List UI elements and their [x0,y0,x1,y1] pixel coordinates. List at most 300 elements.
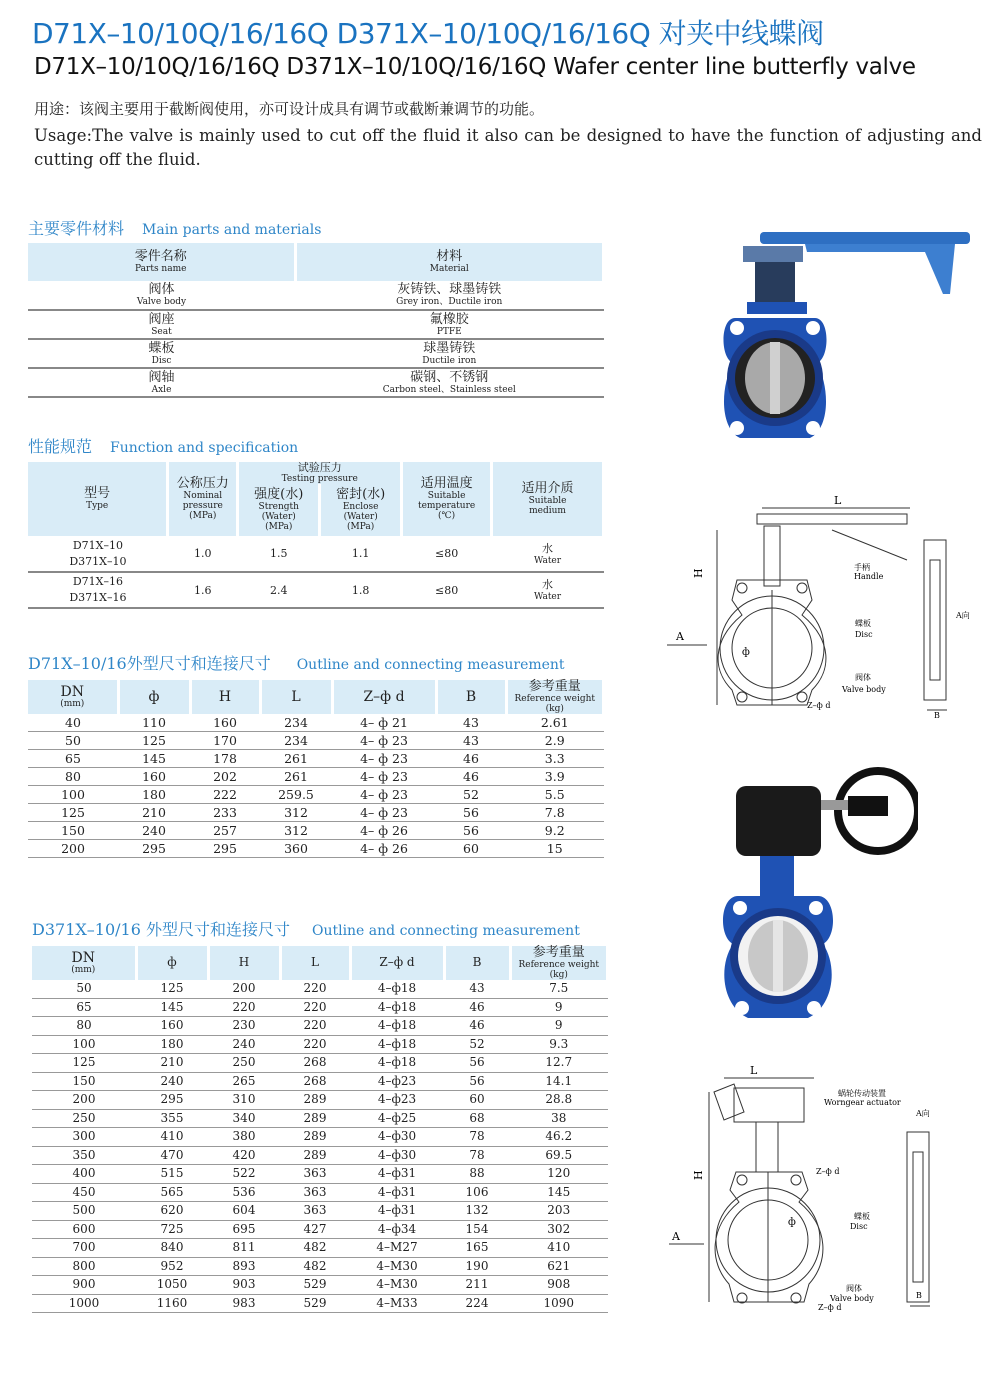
dim-b-cell: 88 [444,1165,510,1184]
dim-l-cell: 360 [260,840,332,858]
dim-b-cell: 56 [436,822,506,840]
dim-row [28,732,604,750]
dim-row [32,1183,608,1202]
dim-l-cell: 482 [280,1257,350,1276]
dim-weight-cell: 410 [510,1239,608,1258]
dim-dn-cell: 80 [32,1017,136,1036]
dim-l-cell: 289 [280,1146,350,1165]
spec-testing-header: 试验压力 Testing pressure [238,462,402,484]
dim-weight-cell: 621 [510,1257,608,1276]
dim-weight-cell: 9.3 [510,1035,608,1054]
drawing1-handle-cn: 手柄 [854,563,870,572]
dim-weight-cell: 2.9 [506,732,604,750]
dim-row [32,1128,608,1147]
dim-b-cell: 43 [444,980,510,998]
parts-row [28,368,604,397]
dim-b-cell: 106 [444,1183,510,1202]
dim-phi-cell: 160 [136,1017,208,1036]
dim-row [32,1109,608,1128]
dim-dn-cell: 1000 [32,1294,136,1313]
dim-row [32,1257,608,1276]
dim-l-cell: 427 [280,1220,350,1239]
spec-temp-cell: ≤80 [402,572,492,608]
spec-strength-header: 强度(水) Strength (Water) (MPa) [238,484,320,536]
dim-h-cell: 240 [208,1035,280,1054]
dim-h-cell: 310 [208,1091,280,1110]
dim-row [32,1035,608,1054]
dim-h-cell: 250 [208,1054,280,1073]
dim-phi-cell: 125 [118,732,190,750]
dim2-weight-header: 参考重量 Reference weight (kg) [510,946,608,980]
usage-en: Usage:The valve is mainly used to cut off the fluid it also can be designed to have the function of adjusting and cutting off the fluid. [34,126,982,169]
dim-h-cell: 536 [208,1183,280,1202]
dim-b-cell: 68 [444,1109,510,1128]
drawing2-disc-cn: 蝶板 [854,1212,870,1221]
parts-material-header: 材料 Material [295,243,604,281]
usage-cn: 用途：该阀主要用于截断阀使用，亦可设计成具有调节或截断兼调节的功能。 [34,100,545,118]
parts-table [28,243,605,398]
dim-dn-cell: 50 [28,732,118,750]
dim-row [32,1017,608,1036]
dim-phi-cell: 565 [136,1183,208,1202]
dim-l-cell: 289 [280,1091,350,1110]
dim-h-cell: 695 [208,1220,280,1239]
section-dim1 [28,651,565,674]
drawing2-zd-lower: Z–ф d [818,1303,842,1312]
dim-h-cell: 200 [208,980,280,998]
dim-l-cell: 529 [280,1294,350,1313]
lever-valve-photo [715,228,977,456]
dim-h-cell: 222 [190,786,260,804]
dim-h-cell: 903 [208,1276,280,1295]
dim1-table [28,680,605,858]
dim-l-cell: 529 [280,1276,350,1295]
dim-dn-cell: 40 [28,714,118,732]
dim-l-cell: 220 [280,980,350,998]
spec-enc-cell: 1.1 [320,536,402,572]
dim-b-cell: 46 [444,998,510,1017]
dim-phi-cell: 470 [136,1146,208,1165]
dim-zd-cell: 4–ф25 [350,1109,444,1128]
dim-l-cell: 289 [280,1109,350,1128]
section-parts-cn: 主要零件材料 [28,219,125,238]
dim-dn-cell: 200 [32,1091,136,1110]
dim-row [28,750,604,768]
dim-weight-cell: 9 [510,998,608,1017]
dim-h-cell: 522 [208,1165,280,1184]
dim-l-cell: 363 [280,1165,350,1184]
dim-b-cell: 224 [444,1294,510,1313]
dim-weight-cell: 28.8 [510,1091,608,1110]
lever-valve-drawing [662,490,980,720]
dim-l-cell: 482 [280,1239,350,1258]
dim-h-cell: 893 [208,1257,280,1276]
dim-l-cell: 261 [260,768,332,786]
drawing1-handle-en: Handle [854,572,884,581]
dim-zd-cell: 4– ф 21 [332,714,436,732]
spec-nominal-header: 公称压力 Nominal pressure (MPa) [168,462,238,536]
spec-table [28,462,605,609]
drawing2-body-cn: 阀体 [846,1284,862,1293]
dim-weight-cell: 3.3 [506,750,604,768]
drawing2-b-label: B [916,1291,922,1300]
dim-h-cell: 230 [208,1017,280,1036]
dim-b-cell: 52 [436,786,506,804]
gear-valve-photo [718,756,918,1031]
dim-row [32,980,608,998]
dim-phi-cell: 110 [118,714,190,732]
dim-zd-cell: 4–ф23 [350,1072,444,1091]
dim-phi-cell: 160 [118,768,190,786]
dim-h-cell: 340 [208,1109,280,1128]
dim-h-cell: 160 [190,714,260,732]
dim-h-cell: 380 [208,1128,280,1147]
dim-h-cell: 170 [190,732,260,750]
dim-zd-cell: 4–ф31 [350,1165,444,1184]
dim-dn-cell: 150 [32,1072,136,1091]
dim-phi-cell: 180 [136,1035,208,1054]
section-spec-en: Function and specification [110,440,299,456]
dim-l-cell: 312 [260,804,332,822]
dim-weight-cell: 1090 [510,1294,608,1313]
dim-phi-cell: 620 [136,1202,208,1221]
spec-temp-cell: ≤80 [402,536,492,572]
dim-l-cell: 259.5 [260,786,332,804]
dim-b-cell: 46 [436,750,506,768]
drawing2-body-en: Valve body [830,1294,874,1303]
dim-row [28,786,604,804]
dim-b-cell: 46 [436,768,506,786]
dim-phi-cell: 295 [118,840,190,858]
dim-row [32,1054,608,1073]
dim2-dn-header: DN (mm) [32,946,136,980]
spec-type-cell: D71X–10 D371X–10 [28,536,168,572]
drawing1-a-label: A [676,630,684,643]
dim-row [32,998,608,1017]
dim-dn-cell: 350 [32,1146,136,1165]
dim2-phi-header: ф [136,946,208,980]
dim-phi-cell: 1160 [136,1294,208,1313]
dim-h-cell: 178 [190,750,260,768]
parts-material-cell: 氟橡胶 PTFE [295,310,604,339]
dim-zd-cell: 4–ф30 [350,1146,444,1165]
dim-row [32,1276,608,1295]
dim-phi-cell: 840 [136,1239,208,1258]
dim-weight-cell: 69.5 [510,1146,608,1165]
dim-zd-cell: 4–ф18 [350,1035,444,1054]
drawing1-body-en: Valve body [842,685,886,694]
dim-zd-header: Z–ф d [332,680,436,714]
dim-b-cell: 211 [444,1276,510,1295]
spec-enclose-header: 密封(水) Enclose (Water) (MPa) [320,484,402,536]
dim-row [28,714,604,732]
dim-weight-cell: 908 [510,1276,608,1295]
dim-h-cell: 202 [190,768,260,786]
dim-dn-cell: 400 [32,1165,136,1184]
dim-h-cell: 811 [208,1239,280,1258]
dim2-h-header: H [208,946,280,980]
drawing1-h-label: H [692,568,705,578]
dim-b-cell: 190 [444,1257,510,1276]
dim-dn-cell: 700 [32,1239,136,1258]
dim-phi-cell: 725 [136,1220,208,1239]
dim-b-cell: 43 [436,732,506,750]
dim-zd-cell: 4– ф 23 [332,786,436,804]
drawing2-worm-en: Worngear actuator [824,1098,901,1107]
section-dim1-en: Outline and connecting measurement [296,657,565,673]
section-spec [28,434,298,457]
dim-h-cell: 295 [190,840,260,858]
dim-b-cell: 154 [444,1220,510,1239]
spec-medium-header: 适用介质 Suitable medium [492,462,604,536]
dim-dn-cell: 900 [32,1276,136,1295]
dim-zd-cell: 4–ф31 [350,1202,444,1221]
drawing2-disc-en: Disc [850,1222,868,1231]
dim-dn-cell: 600 [32,1220,136,1239]
drawing1-body-cn: 阀体 [855,673,871,682]
dim-h-cell: 983 [208,1294,280,1313]
dim-phi-cell: 1050 [136,1276,208,1295]
dim-zd-cell: 4–ф30 [350,1128,444,1147]
spec-row [28,536,604,572]
section-dim1-cn: D71X–10/16外型尺寸和连接尺寸 [28,654,271,673]
dim-h-cell: 233 [190,804,260,822]
dim-dn-cell: 800 [32,1257,136,1276]
dim-weight-cell: 7.8 [506,804,604,822]
parts-row [28,281,604,310]
dim-weight-cell: 14.1 [510,1072,608,1091]
dim-h-cell: 604 [208,1202,280,1221]
dim-row [32,1239,608,1258]
dim-weight-cell: 203 [510,1202,608,1221]
dim-dn-cell: 65 [32,998,136,1017]
dim-zd-cell: 4– ф 26 [332,822,436,840]
dim-b-cell: 132 [444,1202,510,1221]
dim-l-cell: 220 [280,1035,350,1054]
dim-h-cell: 257 [190,822,260,840]
dim-weight-cell: 5.5 [506,786,604,804]
spec-temp-header: 适用温度 Suitable temperature (℃) [402,462,492,536]
dim-phi-cell: 125 [136,980,208,998]
drawing2-worm-cn: 蜗轮传动装置 [838,1089,886,1098]
section-spec-cn: 性能规范 [28,437,93,456]
dim-phi-cell: 210 [136,1054,208,1073]
dim-zd-cell: 4–M30 [350,1257,444,1276]
drawing1-l-label: L [834,494,842,507]
dim-weight-cell: 46.2 [510,1128,608,1147]
dim-b-cell: 78 [444,1128,510,1147]
drawing2-h-label: H [692,1170,705,1180]
dim-dn-cell: 450 [32,1183,136,1202]
drawing1-adir-label: A向 [956,611,970,620]
dim-row [32,1202,608,1221]
parts-material-cell: 灰铸铁、球墨铸铁 Grey iron、Ductile iron [295,281,604,310]
parts-header-row [28,243,604,281]
dim-dn-cell: 125 [32,1054,136,1073]
dim-phi-cell: 180 [118,786,190,804]
dim-h-cell: 220 [208,998,280,1017]
dim-row [28,804,604,822]
parts-material-cell: 球墨铸铁 Ductile iron [295,339,604,368]
section-dim2-en: Outline and connecting measurement [311,923,580,939]
parts-name-cell: 阀轴 Axle [28,368,295,397]
spec-np-cell: 1.0 [168,536,238,572]
dim-zd-cell: 4– ф 23 [332,732,436,750]
spec-medium-cell: 水 Water [492,572,604,608]
parts-name-header: 零件名称 Parts name [28,243,295,281]
drawing2-zd-upper: Z–ф d [816,1167,840,1176]
spec-np-cell: 1.6 [168,572,238,608]
dim-zd-cell: 4–M30 [350,1276,444,1295]
dim-zd-cell: 4– ф 26 [332,840,436,858]
spec-str-cell: 2.4 [238,572,320,608]
dim-dn-cell: 65 [28,750,118,768]
dim-weight-header: 参考重量 Reference weight (kg) [506,680,604,714]
dim-dn-cell: 100 [32,1035,136,1054]
section-dim2-cn: D371X–10/16 外型尺寸和连接尺寸 [32,920,290,939]
parts-row [28,339,604,368]
dim-b-cell: 46 [444,1017,510,1036]
dim-row [32,1294,608,1313]
drawing1-disc-en: Disc [855,630,873,639]
dim-weight-cell: 2.61 [506,714,604,732]
dim-phi-cell: 295 [136,1091,208,1110]
dim2-header-row [32,946,608,980]
dim-zd-cell: 4–M27 [350,1239,444,1258]
dim-b-cell: 60 [444,1091,510,1110]
spec-header-row-1 [28,462,604,484]
dim-weight-cell: 7.5 [510,980,608,998]
spec-row [28,572,604,608]
dim-dn-cell: 50 [32,980,136,998]
spec-type-header: 型号 Type [28,462,168,536]
dim-b-cell: 56 [444,1072,510,1091]
dim-b-cell: 52 [444,1035,510,1054]
dim-dn-cell: 150 [28,822,118,840]
dim-phi-cell: 355 [136,1109,208,1128]
dim-row [32,1072,608,1091]
dim-phi-cell: 145 [118,750,190,768]
section-parts [28,216,321,239]
dim-b-cell: 56 [436,804,506,822]
dim-zd-cell: 4– ф 23 [332,750,436,768]
section-dim2 [32,917,580,940]
parts-material-cell: 碳钢、不锈钢 Carbon steel、Stainless steel [295,368,604,397]
spec-str-cell: 1.5 [238,536,320,572]
dim-b-cell: 56 [444,1054,510,1073]
dim-dn-header: DN (mm) [28,680,118,714]
parts-row [28,310,604,339]
dim-l-cell: 220 [280,1017,350,1036]
dim-l-cell: 220 [280,998,350,1017]
drawing1-zd-label: Z–ф d [807,701,831,710]
dim-zd-cell: 4–ф18 [350,998,444,1017]
spec-enc-cell: 1.8 [320,572,402,608]
dim-b-cell: 78 [444,1146,510,1165]
drawing2-phi-label: ф [788,1217,796,1228]
dim-b-cell: 165 [444,1239,510,1258]
dim-zd-cell: 4–M33 [350,1294,444,1313]
spec-medium-cell: 水 Water [492,536,604,572]
dim-weight-cell: 9 [510,1017,608,1036]
dim-weight-cell: 120 [510,1165,608,1184]
dim-phi-cell: 410 [136,1128,208,1147]
drawing1-disc-cn: 蝶板 [855,619,871,628]
dim2-l-header: L [280,946,350,980]
parts-name-cell: 蝶板 Disc [28,339,295,368]
dim-l-cell: 363 [280,1202,350,1221]
dim-h-cell: 420 [208,1146,280,1165]
section-parts-en: Main parts and materials [142,222,322,238]
dim-dn-cell: 300 [32,1128,136,1147]
dim-dn-cell: 250 [32,1109,136,1128]
dim-l-cell: 268 [280,1054,350,1073]
parts-name-cell: 阀体 Valve body [28,281,295,310]
dim-zd-cell: 4–ф18 [350,1054,444,1073]
dim-row [32,1146,608,1165]
dim2-b-header: B [444,946,510,980]
dim-dn-cell: 80 [28,768,118,786]
title-cn: D71X–10/10Q/16/16Q D371X–10/10Q/16/16Q 对夹中线蝶阀 [32,17,824,50]
dim-row [28,768,604,786]
dim-l-cell: 234 [260,714,332,732]
dim-phi-cell: 952 [136,1257,208,1276]
dim-l-cell: 363 [280,1183,350,1202]
dim-row [28,840,604,858]
dim1-header-row [28,680,604,714]
title-en: D71X–10/10Q/16/16Q D371X–10/10Q/16/16Q Wafer center line butterfly valve [34,54,916,80]
dim-dn-cell: 200 [28,840,118,858]
dim-phi-cell: 210 [118,804,190,822]
dim-weight-cell: 38 [510,1109,608,1128]
dim-zd-cell: 4– ф 23 [332,804,436,822]
dim-weight-cell: 145 [510,1183,608,1202]
dim-phi-cell: 240 [136,1072,208,1091]
dim-h-cell: 265 [208,1072,280,1091]
parts-name-cell: 阀座 Seat [28,310,295,339]
dim-row [32,1091,608,1110]
dim2-zd-header: Z–ф d [350,946,444,980]
dim-zd-cell: 4–ф31 [350,1183,444,1202]
dim-l-cell: 261 [260,750,332,768]
drawing2-a-label: A [672,1230,680,1243]
drawing2-adir-label: A向 [916,1109,930,1118]
dim-weight-cell: 302 [510,1220,608,1239]
dim-b-cell: 43 [436,714,506,732]
dim-l-cell: 268 [280,1072,350,1091]
dim2-table [32,946,609,1313]
dim-l-cell: 289 [280,1128,350,1147]
dim-dn-cell: 100 [28,786,118,804]
dim-b-cell: 60 [436,840,506,858]
dim-b-header: B [436,680,506,714]
dim-phi-cell: 145 [136,998,208,1017]
dim-h-header: H [190,680,260,714]
dim-l-cell: 234 [260,732,332,750]
dim-l-header: L [260,680,332,714]
dim-zd-cell: 4–ф34 [350,1220,444,1239]
dim-phi-cell: 515 [136,1165,208,1184]
dim-zd-cell: 4–ф23 [350,1091,444,1110]
drawing2-l-label: L [750,1064,758,1077]
dim-zd-cell: 4– ф 23 [332,768,436,786]
dim-row [32,1165,608,1184]
dim-row [28,822,604,840]
dim-l-cell: 312 [260,822,332,840]
dim-dn-cell: 125 [28,804,118,822]
spec-type-cell: D71X–16 D371X–16 [28,572,168,608]
dim-phi-header: ф [118,680,190,714]
